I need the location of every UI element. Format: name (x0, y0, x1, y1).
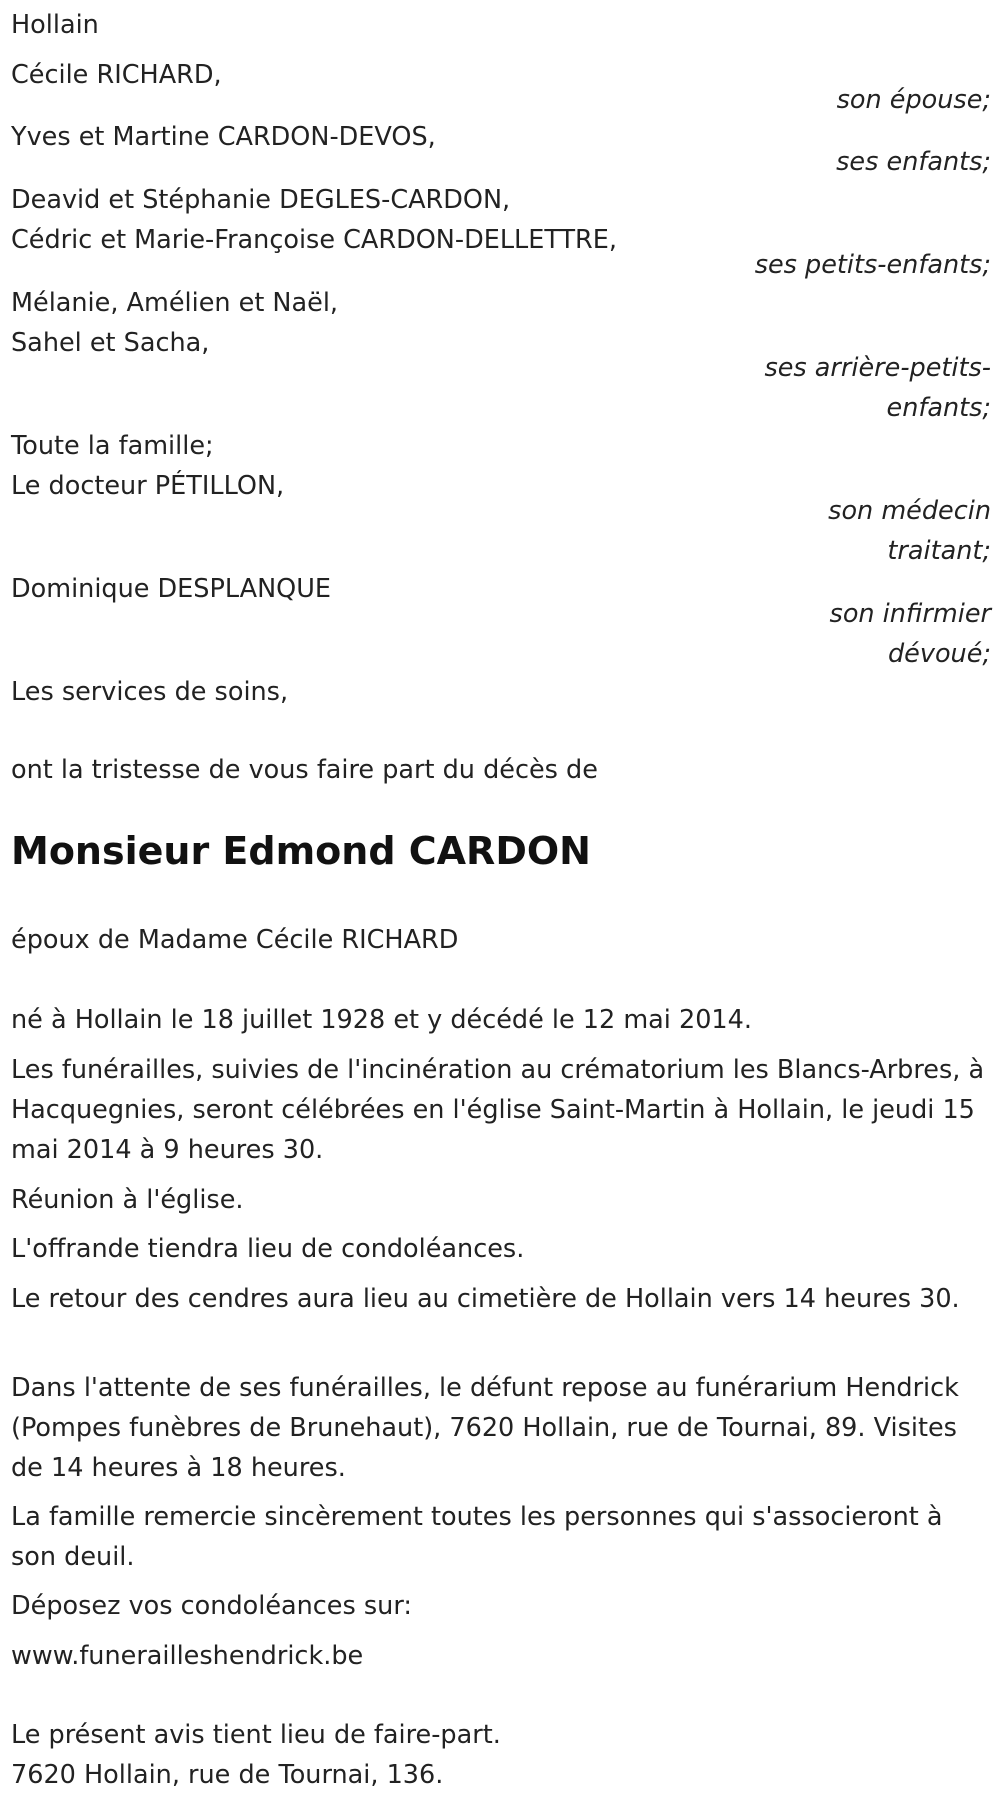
family-name-line: Cécile RICHARD, (11, 60, 222, 90)
obituary-notice (11, 0, 991, 1811)
condolences-line: Déposez vos condoléances sur: (11, 1591, 412, 1621)
spouse-line: époux de Madame Cécile RICHARD (11, 925, 459, 955)
footer-address: 7620 Hollain, rue de Tournai, 136. (11, 1760, 444, 1790)
family-relation: ses enfants; (836, 147, 991, 177)
family-relation: dévoué; (887, 639, 991, 669)
family-relation: son épouse; (836, 85, 991, 115)
meeting-line: Réunion à l'église. (11, 1185, 244, 1215)
birth-death-line: né à Hollain le 18 juillet 1928 et y décédé le 12 mai 2014. (11, 1005, 752, 1035)
family-name-line: Cédric et Marie-Françoise CARDON-DELLETTRE, (11, 225, 617, 255)
family-name-line: Les services de soins, (11, 677, 289, 707)
offering-line: L'offrande tiendra lieu de condoléances. (11, 1234, 525, 1264)
family-name-line: Dominique DESPLANQUE (11, 574, 332, 604)
family-relation: son infirmier (829, 599, 991, 629)
funerarium-paragraph: Dans l'attente de ses funérailles, le défunt repose au funérarium Hendrick (Pompes funèbres de Brunehaut), 7620 Hollain, rue de Tournai, 89. Visites de 14 heures à 18 heures. (11, 1373, 959, 1483)
website-link[interactable]: www.funerailleshendrick.be (11, 1641, 364, 1671)
family-name-line: Sahel et Sacha, (11, 328, 210, 358)
family-name-line: Mélanie, Amélien et Naël, (11, 288, 339, 318)
family-name-line: Deavid et Stéphanie DEGLES-CARDON, (11, 185, 511, 215)
family-name-line: Toute la famille; (11, 431, 214, 461)
ashes-return-paragraph: Le retour des cendres aura lieu au cimetière de Hollain vers 14 heures 30. (11, 1284, 960, 1314)
family-name-line: Yves et Martine CARDON-DEVOS, (11, 122, 436, 152)
place-line: Hollain (11, 10, 99, 40)
family-relation: traitant; (887, 536, 991, 566)
deceased-name: Monsieur Edmond CARDON (11, 829, 591, 873)
footer-line: Le présent avis tient lieu de faire-part. (11, 1720, 501, 1750)
funeral-details-paragraph: Les funérailles, suivies de l'incinération au crématorium les Blancs-Arbres, à Hacquegnies, seront célébrées en l'église Saint-Martin à Hollain, le jeudi 15 mai 2014 à 9 heures 30. (11, 1055, 985, 1165)
family-relation: son médecin (828, 496, 991, 526)
family-relation: ses petits-enfants; (754, 250, 991, 280)
family-relation: enfants; (886, 393, 991, 423)
thanks-paragraph: La famille remercie sincèrement toutes les personnes qui s'associeront à son deuil. (11, 1502, 943, 1572)
family-relation: ses arrière-petits- (764, 353, 991, 383)
announcement-line: ont la tristesse de vous faire part du décès de (11, 755, 598, 785)
family-name-line: Le docteur PÉTILLON, (11, 471, 285, 501)
